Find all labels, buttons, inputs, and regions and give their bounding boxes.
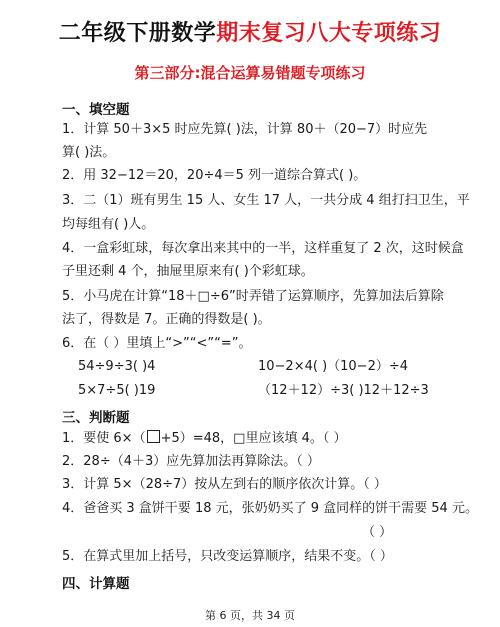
page-footer: 第 6 页，共 34 页: [205, 609, 295, 622]
fill-line-4: 3．二（1）班有男生 15 人、女生 17 人，一共分成 4 组打扫卫生，平: [62, 193, 470, 208]
section-calc-heading: 四、计算题: [62, 576, 130, 592]
fill-line-6: 4．一盒彩虹球，每次拿出来其中的一半，这样重复了 2 次，这时候盒: [62, 241, 464, 256]
judge-line-4-blank: （ ）: [362, 525, 393, 540]
blank-square-box: [147, 430, 160, 443]
judge-1-prefix: 1．要使 6×（: [62, 431, 146, 446]
title-red-part: 期末复习八大专项练习: [216, 21, 442, 46]
page-subtitle: 第三部分:混合运算易错题专项练习: [134, 64, 366, 82]
title-black-part: 二年级下册数学: [58, 21, 217, 46]
compare-row-2-right: （12＋12）÷3( )12＋12÷3: [258, 383, 429, 398]
compare-row-1-right: 10−2×4( )（10−2）÷4: [258, 359, 409, 374]
compare-row-1-left: 54÷9÷3( )4: [78, 359, 156, 374]
fill-line-1: 1．计算 50＋3×5 时应先算( )法，计算 80＋（20−7）时应先: [62, 122, 428, 137]
fill-line-3: 2．用 32−12＝20，20÷4＝5 列一道综合算式( )。: [62, 168, 367, 183]
fill-line-8: 5．小马虎在计算“18＋□÷6”时弄错了运算顺序，先算加法后算除: [62, 289, 444, 304]
fill-line-2: 算( )法。: [62, 145, 116, 160]
judge-line-5: 5．在算式里加上括号，只改变运算顺序，结果不变。（ ）: [62, 549, 393, 564]
judge-line-4: 4．爸爸买 3 盒饼干要 18 元，张奶奶买了 9 盒同样的饼干需要 54 元。: [62, 501, 478, 516]
judge-line-1: [62, 430, 347, 447]
section-fill-heading: 一、填空题: [62, 102, 130, 118]
judge-line-3: 3．计算 5×（28÷7）按从左到右的顺序依次计算。（ ）: [62, 477, 387, 492]
section-judge-heading: 三、判断题: [62, 410, 130, 426]
compare-row-2-left: 5×7÷5( )19: [78, 383, 156, 398]
fill-line-10: 6．在（ ）里填上“>”“<”“=”。: [62, 336, 252, 351]
judge-1-suffix: +5）=48，□里应该填 4。（ ）: [160, 431, 347, 446]
fill-line-5: 均每组有( )人。: [62, 217, 155, 232]
page-title: [0, 16, 500, 47]
fill-line-7: 子里还剩 4 个，抽屉里原来有( )个彩虹球。: [62, 264, 314, 279]
judge-line-2: 2．28÷（4＋3）应先算加法再算除法。（ ）: [62, 454, 320, 469]
fill-line-9: 法了，得数是 7。正确的得数是( )。: [62, 312, 271, 327]
